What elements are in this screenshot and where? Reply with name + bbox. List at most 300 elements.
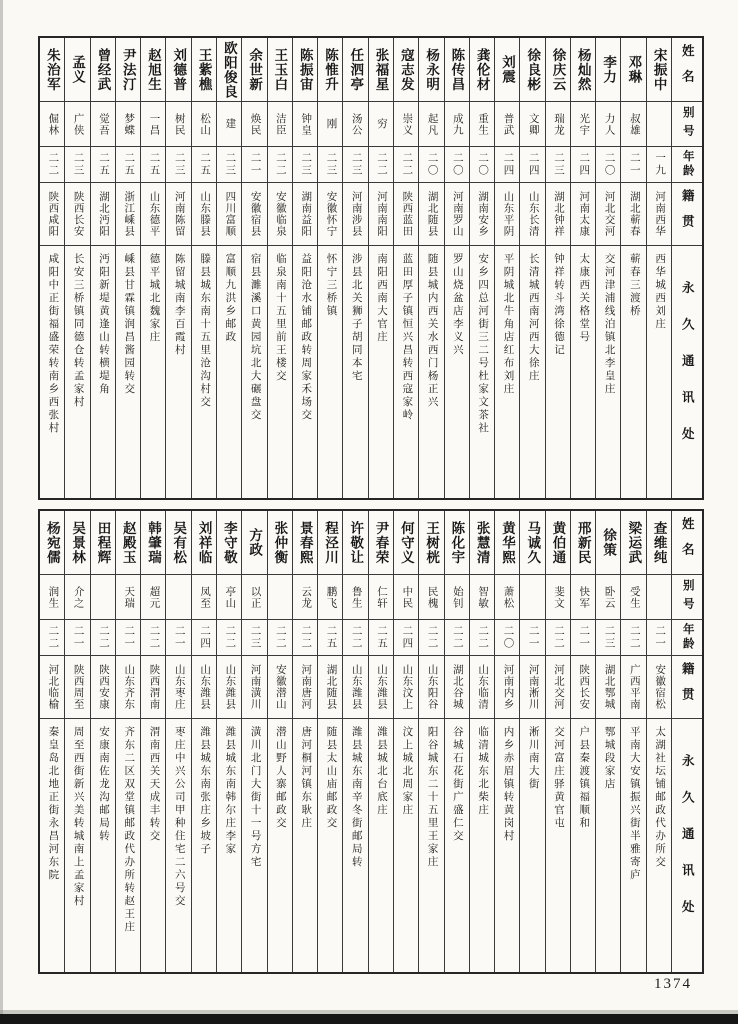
person-address: 阳谷城东二十五里王家庄: [426, 726, 438, 869]
person-age: 二一: [527, 625, 539, 650]
person-column: [191, 511, 216, 972]
person-address: 安康南佐龙沟邮局转: [97, 726, 109, 843]
person-alias: 凤至: [199, 585, 211, 609]
person-age: 二一: [72, 625, 84, 650]
person-address: 西华城西刘庄: [654, 253, 666, 331]
person-native-place-cell: [268, 183, 292, 246]
person-age-cell: [65, 147, 89, 183]
person-age: 二五: [123, 152, 135, 177]
person-age: 二二: [47, 625, 59, 650]
person-native-place-cell: [621, 656, 645, 719]
person-column: [595, 38, 620, 498]
person-column: [646, 511, 671, 972]
person-age: 二二: [274, 625, 286, 650]
person-native-place: 安徽宿松: [654, 664, 666, 710]
person-age: 二〇: [477, 152, 489, 177]
person-address: 内乡赤眉镇转黄岗村: [502, 726, 514, 843]
person-address-cell: [419, 246, 443, 498]
person-address-cell: [318, 719, 342, 972]
person-name-cell: [242, 38, 266, 102]
person-age: 二三: [603, 625, 615, 650]
person-name: 陈惟升: [322, 47, 338, 92]
person-name-cell: [394, 511, 418, 575]
person-name-cell: [419, 38, 443, 102]
person-name-cell: [394, 38, 418, 102]
person-native-place: 广西平南: [628, 664, 640, 710]
person-alias-cell: [495, 575, 519, 620]
person-age: 二一: [654, 625, 666, 650]
person-column: [368, 38, 393, 498]
person-column: [595, 511, 620, 972]
person-name: 杨宛儒: [44, 520, 60, 565]
person-name: 田程辉: [95, 520, 111, 565]
person-column: [494, 38, 519, 498]
person-age-cell: [293, 147, 317, 183]
person-address: 交河津浦线泊镇北李皇庄: [603, 253, 615, 396]
person-column: [620, 511, 645, 972]
person-column: [317, 511, 342, 972]
person-age-cell: [116, 147, 140, 183]
person-alias-cell: [166, 575, 190, 620]
person-address-cell: [116, 246, 140, 498]
person-alias-cell: [495, 102, 519, 147]
person-name-cell: [445, 38, 469, 102]
person-column: [469, 511, 494, 972]
person-alias-cell: [369, 575, 393, 620]
person-alias-cell: [546, 102, 570, 147]
column-header-address: 永久通讯处: [680, 280, 695, 464]
person-name: 余世新: [247, 47, 263, 92]
person-alias-cell: [65, 102, 89, 147]
column-header-native-place: 籍贯: [680, 188, 695, 240]
person-alias: 鹏飞: [325, 585, 337, 609]
person-address-cell: [571, 719, 595, 972]
person-native-place: 陕西安康: [97, 664, 109, 710]
person-age-cell: [470, 147, 494, 183]
person-address-cell: [217, 246, 241, 498]
person-address: 周至西街新兴美转城南上孟家村: [72, 726, 84, 908]
person-alias: 文卿: [527, 112, 539, 136]
person-name: 梁运武: [626, 520, 642, 565]
person-column: [570, 38, 595, 498]
person-alias-cell: [596, 575, 620, 620]
person-address-cell: [116, 719, 140, 972]
person-address-cell: [65, 719, 89, 972]
person-address-cell: [495, 246, 519, 498]
person-age-cell: [91, 620, 115, 656]
person-native-place-cell: [546, 183, 570, 246]
person-name-cell: [242, 511, 266, 575]
person-alias-cell: [116, 102, 140, 147]
person-native-place-cell: [40, 656, 64, 719]
person-column: [241, 511, 266, 972]
person-column: [519, 38, 544, 498]
person-age: 二二: [628, 625, 640, 650]
person-name: 方政: [247, 528, 263, 557]
person-address-cell: [65, 246, 89, 498]
person-address: 齐东二区双堂镇邮政代办所转赵王庄: [123, 726, 135, 934]
person-name-cell: [192, 38, 216, 102]
column-header-alias-cell: [672, 575, 702, 620]
person-alias: 叔雄: [628, 112, 640, 136]
person-native-place: 湖北随县: [426, 191, 438, 237]
person-native-place: 山东阳谷: [426, 664, 438, 710]
person-native-place-cell: [546, 656, 570, 719]
column-header-native-place-cell: [672, 656, 702, 719]
column-header-alias-cell: [672, 102, 702, 147]
person-address: 秦皇岛北地正街永昌河东院: [47, 726, 59, 882]
person-alias-cell: [647, 575, 671, 620]
person-column: [140, 38, 165, 498]
person-age-cell: [394, 620, 418, 656]
person-name: 欧阳俊良: [221, 40, 237, 99]
person-address: 益阳沧水铺邮政转周家禾场交: [300, 253, 312, 422]
person-alias: 梦蝶: [123, 112, 135, 136]
person-column: [241, 38, 266, 498]
person-alias-cell: [470, 575, 494, 620]
person-age: 二五: [376, 625, 388, 650]
person-native-place: 湖南安乡: [477, 191, 489, 237]
person-name: 景春熙: [297, 520, 313, 565]
person-column: [368, 511, 393, 972]
person-alias-cell: [318, 575, 342, 620]
person-native-place-cell: [318, 656, 342, 719]
person-column: [620, 38, 645, 498]
person-name: 龚伦材: [474, 47, 490, 92]
person-name-cell: [293, 38, 317, 102]
person-address: 随县太山庙邮政交: [325, 726, 337, 830]
person-address: 枣庄中兴公司甲种住宅二六号交: [173, 726, 185, 908]
column-header-alias: 别号: [681, 105, 694, 143]
person-age: 二三: [325, 152, 337, 177]
person-alias: 洁臣: [274, 112, 286, 136]
person-alias: 建: [224, 118, 236, 130]
person-name: 任泗亭: [348, 47, 364, 92]
person-native-place-cell: [495, 183, 519, 246]
column-header-native-place: 籍贯: [680, 661, 695, 713]
person-native-place-cell: [166, 656, 190, 719]
person-name-cell: [520, 38, 544, 102]
person-alias-cell: [445, 102, 469, 147]
person-alias: 快军: [578, 585, 590, 609]
person-age-cell: [546, 620, 570, 656]
person-age-cell: [242, 147, 266, 183]
person-alias: 汤公: [350, 112, 362, 136]
person-name: 陈传昌: [449, 47, 465, 92]
person-address: 蓝田厚子镇恒兴昌转西寇家岭: [401, 253, 413, 422]
person-native-place: 河南淅川: [527, 664, 539, 710]
column-header-age-cell: [672, 147, 702, 183]
person-age: 二〇: [502, 625, 514, 650]
roster-header-column: [671, 511, 702, 972]
person-name-cell: [369, 511, 393, 575]
person-age-cell: [647, 620, 671, 656]
person-column: [90, 511, 115, 972]
person-native-place: 安徽临泉: [274, 191, 286, 237]
person-address: 富顺九洪乡邮政: [224, 253, 236, 344]
person-address: 德平城北魏家庄: [148, 253, 160, 344]
person-name: 寇志发: [398, 47, 414, 92]
person-alias: 天瑞: [123, 585, 135, 609]
person-age: 二一: [123, 625, 135, 650]
person-age-cell: [217, 147, 241, 183]
column-header-native-place-cell: [672, 183, 702, 246]
person-column: [90, 38, 115, 498]
roster-header-column: [671, 38, 702, 498]
person-name: 张福星: [373, 47, 389, 92]
person-age: 二〇: [603, 152, 615, 177]
person-address-cell: [318, 246, 342, 498]
person-native-place-cell: [647, 656, 671, 719]
person-native-place: 山东潍县: [199, 664, 211, 710]
person-alias-cell: [65, 575, 89, 620]
person-alias-cell: [293, 575, 317, 620]
person-alias-cell: [141, 102, 165, 147]
person-address: 涉县北关狮子胡同本宅: [350, 253, 362, 383]
person-alias-cell: [217, 575, 241, 620]
person-native-place-cell: [293, 183, 317, 246]
person-age: 二二: [376, 152, 388, 177]
person-alias: 穷: [376, 118, 388, 130]
person-native-place-cell: [217, 183, 241, 246]
person-name-cell: [596, 511, 620, 575]
person-column: [191, 38, 216, 498]
person-age: 二三: [224, 152, 236, 177]
person-age: 二三: [72, 152, 84, 177]
person-alias: 超元: [148, 585, 160, 609]
person-native-place-cell: [445, 183, 469, 246]
column-header-age: 年龄: [681, 623, 694, 652]
person-alias-cell: [621, 102, 645, 147]
person-address-cell: [470, 719, 494, 972]
person-address-cell: [546, 719, 570, 972]
person-native-place: 山东长清: [527, 191, 539, 237]
person-native-place-cell: [647, 183, 671, 246]
person-age: 二一: [173, 625, 185, 650]
person-age-cell: [445, 147, 469, 183]
person-native-place: 陕西长安: [578, 664, 590, 710]
person-column: [393, 511, 418, 972]
person-age-cell: [268, 620, 292, 656]
person-address-cell: [369, 719, 393, 972]
person-alias-cell: [268, 575, 292, 620]
person-name: 孟义: [70, 55, 86, 84]
person-column: [646, 38, 671, 498]
person-alias: 仁轩: [376, 585, 388, 609]
person-column: [216, 38, 241, 498]
person-address-cell: [419, 719, 443, 972]
person-address-cell: [647, 719, 671, 972]
person-address-cell: [40, 719, 64, 972]
person-address: 临泉南十五里前王楼交: [274, 253, 286, 383]
person-name-cell: [343, 38, 367, 102]
person-name-cell: [546, 511, 570, 575]
person-age-cell: [596, 620, 620, 656]
person-column: [292, 511, 317, 972]
person-native-place-cell: [192, 656, 216, 719]
person-name-cell: [318, 511, 342, 575]
person-column: [342, 511, 367, 972]
person-name: 王紫樵: [196, 47, 212, 92]
person-alias-cell: [91, 575, 115, 620]
person-name-cell: [116, 511, 140, 575]
person-column: [115, 38, 140, 498]
person-alias: 成九: [451, 112, 463, 136]
person-name-cell: [293, 511, 317, 575]
person-name-cell: [91, 511, 115, 575]
person-column: [40, 511, 64, 972]
person-name-cell: [621, 511, 645, 575]
person-name-cell: [40, 511, 64, 575]
person-alias-cell: [242, 575, 266, 620]
person-age: 二二: [148, 625, 160, 650]
person-native-place: 湖北沔阳: [97, 191, 109, 237]
person-age-cell: [394, 147, 418, 183]
person-column: [267, 511, 292, 972]
person-name: 尹法汀: [120, 47, 136, 92]
person-alias-cell: [166, 102, 190, 147]
person-age: 二二: [274, 152, 286, 177]
person-age-cell: [369, 147, 393, 183]
person-alias-cell: [369, 102, 393, 147]
person-native-place-cell: [192, 183, 216, 246]
person-native-place: 湖北随县: [325, 664, 337, 710]
person-age: 二三: [300, 152, 312, 177]
person-alias: 刚: [325, 118, 337, 130]
person-native-place-cell: [141, 183, 165, 246]
person-alias: 始钊: [451, 585, 463, 609]
person-native-place-cell: [242, 183, 266, 246]
person-name: 朱治军: [44, 47, 60, 92]
person-age: 二五: [325, 625, 337, 650]
person-native-place-cell: [116, 656, 140, 719]
person-native-place-cell: [343, 183, 367, 246]
person-native-place: 河南罗山: [451, 191, 463, 237]
person-age-cell: [293, 620, 317, 656]
person-age-cell: [318, 147, 342, 183]
person-alias: 瑞龙: [553, 112, 565, 136]
person-age: 二二: [224, 625, 236, 650]
person-alias: 光宇: [578, 112, 590, 136]
person-alias: 力人: [603, 112, 615, 136]
person-address: 太康西关格堂号: [578, 253, 590, 344]
person-address: 谷城石花街广盛仁交: [451, 726, 463, 843]
person-alias-cell: [192, 575, 216, 620]
person-address: 平南大安镇振兴街半雅寄庐: [628, 726, 640, 882]
person-age-cell: [571, 620, 595, 656]
person-address: 沔阳新堤黄逢山转横堤角: [97, 253, 109, 396]
person-native-place-cell: [419, 183, 443, 246]
person-alias: 萧松: [502, 585, 514, 609]
person-address: 怀宁三桥镇: [325, 253, 337, 318]
person-address-cell: [268, 719, 292, 972]
person-alias: 钟皇: [300, 112, 312, 136]
person-address: 长安三桥镇同德仓转孟家村: [72, 253, 84, 409]
person-alias-cell: [394, 102, 418, 147]
person-address-cell: [91, 246, 115, 498]
person-alias: 倔林: [47, 112, 59, 136]
person-alias: 起凡: [426, 112, 438, 136]
person-address-cell: [596, 719, 620, 972]
person-alias-cell: [520, 575, 544, 620]
person-address: 鄂城段家店: [603, 726, 615, 791]
person-age: 二二: [426, 625, 438, 650]
person-native-place-cell: [520, 183, 544, 246]
person-native-place-cell: [571, 183, 595, 246]
person-native-place-cell: [91, 183, 115, 246]
person-age-cell: [40, 620, 64, 656]
person-name: 陈化宇: [449, 520, 465, 565]
person-native-place-cell: [445, 656, 469, 719]
person-native-place: 陕西周至: [72, 664, 84, 710]
person-age: 二四: [502, 152, 514, 177]
column-header-address: 永久通讯处: [680, 754, 695, 937]
person-name-cell: [65, 38, 89, 102]
person-alias-cell: [470, 102, 494, 147]
person-name: 李守敬: [221, 520, 237, 565]
person-age: 二五: [97, 152, 109, 177]
person-column: [545, 511, 570, 972]
person-native-place-cell: [242, 656, 266, 719]
person-native-place: 河南太康: [578, 191, 590, 237]
person-name: 刘震: [499, 55, 515, 84]
person-native-place: 安徽宿县: [249, 191, 261, 237]
person-age: 二三: [553, 152, 565, 177]
person-name-cell: [217, 511, 241, 575]
person-age: 二二: [350, 625, 362, 650]
person-address: 潍县城北台底庄: [376, 726, 388, 817]
person-name-cell: [40, 38, 64, 102]
person-name: 王玉白: [272, 47, 288, 92]
person-alias-cell: [40, 102, 64, 147]
column-header-name-cell: [672, 511, 702, 575]
person-native-place: 山东潍县: [376, 664, 388, 710]
person-alias-cell: [343, 575, 367, 620]
person-age: 二二: [300, 625, 312, 650]
person-address: 淅川南大街: [527, 726, 539, 791]
person-address: 宿县濉溪口黄园坑北大碾盘交: [249, 253, 261, 422]
column-header-alias: 别号: [681, 578, 694, 616]
person-address: 南阳西南大官庄: [376, 253, 388, 344]
person-name-cell: [495, 38, 519, 102]
person-column: [444, 38, 469, 498]
person-native-place-cell: [65, 183, 89, 246]
person-age-cell: [621, 620, 645, 656]
person-name-cell: [141, 511, 165, 575]
person-alias-cell: [571, 102, 595, 147]
person-alias-cell: [571, 575, 595, 620]
person-name: 许敬让: [348, 520, 364, 565]
person-address-cell: [343, 719, 367, 972]
person-address-cell: [91, 719, 115, 972]
person-native-place-cell: [91, 656, 115, 719]
person-name-cell: [445, 511, 469, 575]
person-alias-cell: [141, 575, 165, 620]
person-native-place: 湖北谷城: [451, 664, 463, 710]
person-age-cell: [141, 620, 165, 656]
person-alias: 鲁生: [350, 585, 362, 609]
person-age-cell: [419, 147, 443, 183]
person-name: 韩肇瑞: [146, 520, 162, 565]
person-age: 二四: [578, 152, 590, 177]
person-address-cell: [571, 246, 595, 498]
person-address: 陈留城南李百霞村: [173, 253, 185, 357]
person-native-place-cell: [520, 656, 544, 719]
person-address-cell: [596, 246, 620, 498]
person-alias-cell: [293, 102, 317, 147]
person-name: 赵旭生: [146, 47, 162, 92]
person-name: 宋振中: [651, 47, 667, 92]
